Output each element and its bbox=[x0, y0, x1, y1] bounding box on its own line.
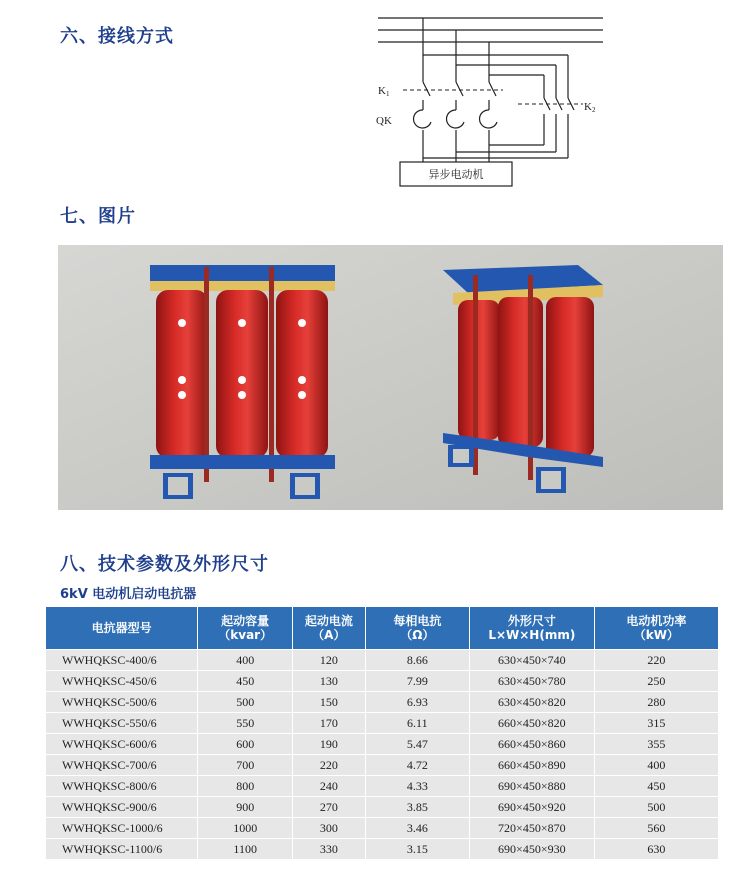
cell-capacity: 900 bbox=[198, 797, 292, 817]
cell-current: 150 bbox=[293, 692, 365, 712]
bypass-contactor-k2 bbox=[423, 55, 574, 158]
cell-current: 300 bbox=[293, 818, 365, 838]
table-row bbox=[46, 713, 718, 733]
table-row bbox=[46, 755, 718, 775]
motor-label: 异步电动机 bbox=[428, 168, 484, 181]
cell-dimensions: 630×450×820 bbox=[470, 692, 594, 712]
cell-dimensions: 660×450×820 bbox=[470, 713, 594, 733]
cell-dimensions: 660×450×890 bbox=[470, 755, 594, 775]
cell-current: 170 bbox=[293, 713, 365, 733]
table-row bbox=[46, 734, 718, 754]
table-row bbox=[46, 839, 718, 859]
cell-model: WWHQKSC-1000/6 bbox=[46, 818, 197, 838]
k1-label: K1 bbox=[378, 85, 390, 98]
cell-reactance: 6.11 bbox=[366, 713, 469, 733]
table-row bbox=[46, 776, 718, 796]
cell-motor-power: 560 bbox=[595, 818, 718, 838]
cell-reactance: 7.99 bbox=[366, 671, 469, 691]
phase-3 bbox=[480, 42, 497, 162]
section-8-title: 八、技术参数及外形尺寸 bbox=[60, 554, 269, 575]
cell-model: WWHQKSC-600/6 bbox=[46, 734, 197, 754]
cell-model: WWHQKSC-1100/6 bbox=[46, 839, 197, 859]
section-7-title: 七、图片 bbox=[60, 206, 136, 227]
phase-2 bbox=[447, 30, 464, 162]
header-dimensions: 外形尺寸 L×W×H(mm) bbox=[470, 607, 594, 649]
header-reactance: 每相电抗 （Ω） bbox=[366, 607, 469, 649]
cell-capacity: 500 bbox=[198, 692, 292, 712]
header-model: 电抗器型号 bbox=[46, 607, 197, 649]
cell-motor-power: 500 bbox=[595, 797, 718, 817]
cell-capacity: 600 bbox=[198, 734, 292, 754]
cell-dimensions: 690×450×930 bbox=[470, 839, 594, 859]
cell-reactance: 8.66 bbox=[366, 650, 469, 670]
cell-current: 190 bbox=[293, 734, 365, 754]
wiring-diagram-svg bbox=[368, 10, 618, 200]
wiring-diagram bbox=[368, 10, 618, 200]
product-photo-svg bbox=[58, 245, 723, 510]
cell-model: WWHQKSC-500/6 bbox=[46, 692, 197, 712]
cell-dimensions: 660×450×860 bbox=[470, 734, 594, 754]
cell-motor-power: 315 bbox=[595, 713, 718, 733]
cell-current: 270 bbox=[293, 797, 365, 817]
cell-current: 130 bbox=[293, 671, 365, 691]
phase-1 bbox=[414, 18, 431, 162]
cell-dimensions: 690×450×880 bbox=[470, 776, 594, 796]
cell-motor-power: 280 bbox=[595, 692, 718, 712]
cell-current: 240 bbox=[293, 776, 365, 796]
table-header-row bbox=[46, 607, 718, 649]
cell-model: WWHQKSC-550/6 bbox=[46, 713, 197, 733]
cell-capacity: 700 bbox=[198, 755, 292, 775]
cell-motor-power: 220 bbox=[595, 650, 718, 670]
cell-motor-power: 450 bbox=[595, 776, 718, 796]
table-row bbox=[46, 671, 718, 691]
table-subtitle: 6kV 电动机启动电抗器 bbox=[60, 587, 197, 602]
cell-reactance: 3.15 bbox=[366, 839, 469, 859]
header-current: 起动电流 （A） bbox=[293, 607, 365, 649]
cell-dimensions: 690×450×920 bbox=[470, 797, 594, 817]
cell-current: 330 bbox=[293, 839, 365, 859]
cell-capacity: 800 bbox=[198, 776, 292, 796]
cell-current: 220 bbox=[293, 755, 365, 775]
spec-table bbox=[45, 606, 719, 860]
cell-current: 120 bbox=[293, 650, 365, 670]
cell-motor-power: 250 bbox=[595, 671, 718, 691]
cell-reactance: 5.47 bbox=[366, 734, 469, 754]
cell-model: WWHQKSC-400/6 bbox=[46, 650, 197, 670]
cell-reactance: 6.93 bbox=[366, 692, 469, 712]
table-row bbox=[46, 797, 718, 817]
cell-motor-power: 355 bbox=[595, 734, 718, 754]
cell-dimensions: 630×450×780 bbox=[470, 671, 594, 691]
cell-motor-power: 400 bbox=[595, 755, 718, 775]
cell-capacity: 550 bbox=[198, 713, 292, 733]
table-row bbox=[46, 692, 718, 712]
cell-model: WWHQKSC-700/6 bbox=[46, 755, 197, 775]
cell-capacity: 1000 bbox=[198, 818, 292, 838]
section-6-title: 六、接线方式 bbox=[60, 26, 174, 47]
cell-model: WWHQKSC-800/6 bbox=[46, 776, 197, 796]
cell-motor-power: 630 bbox=[595, 839, 718, 859]
cell-reactance: 3.85 bbox=[366, 797, 469, 817]
cell-reactance: 4.72 bbox=[366, 755, 469, 775]
cell-model: WWHQKSC-900/6 bbox=[46, 797, 197, 817]
reactor-front-view bbox=[150, 265, 335, 499]
cell-capacity: 450 bbox=[198, 671, 292, 691]
cell-model: WWHQKSC-450/6 bbox=[46, 671, 197, 691]
cell-dimensions: 720×450×870 bbox=[470, 818, 594, 838]
cell-dimensions: 630×450×740 bbox=[470, 650, 594, 670]
cell-capacity: 1100 bbox=[198, 839, 292, 859]
table-row bbox=[46, 650, 718, 670]
k2-label: K2 bbox=[584, 101, 596, 114]
qk-label: QK bbox=[376, 115, 392, 127]
cell-reactance: 3.46 bbox=[366, 818, 469, 838]
header-motor-power: 电动机功率 （kW） bbox=[595, 607, 718, 649]
table-row bbox=[46, 818, 718, 838]
cell-capacity: 400 bbox=[198, 650, 292, 670]
header-capacity: 起动容量 （kvar） bbox=[198, 607, 292, 649]
cell-reactance: 4.33 bbox=[366, 776, 469, 796]
product-photo bbox=[58, 245, 723, 510]
